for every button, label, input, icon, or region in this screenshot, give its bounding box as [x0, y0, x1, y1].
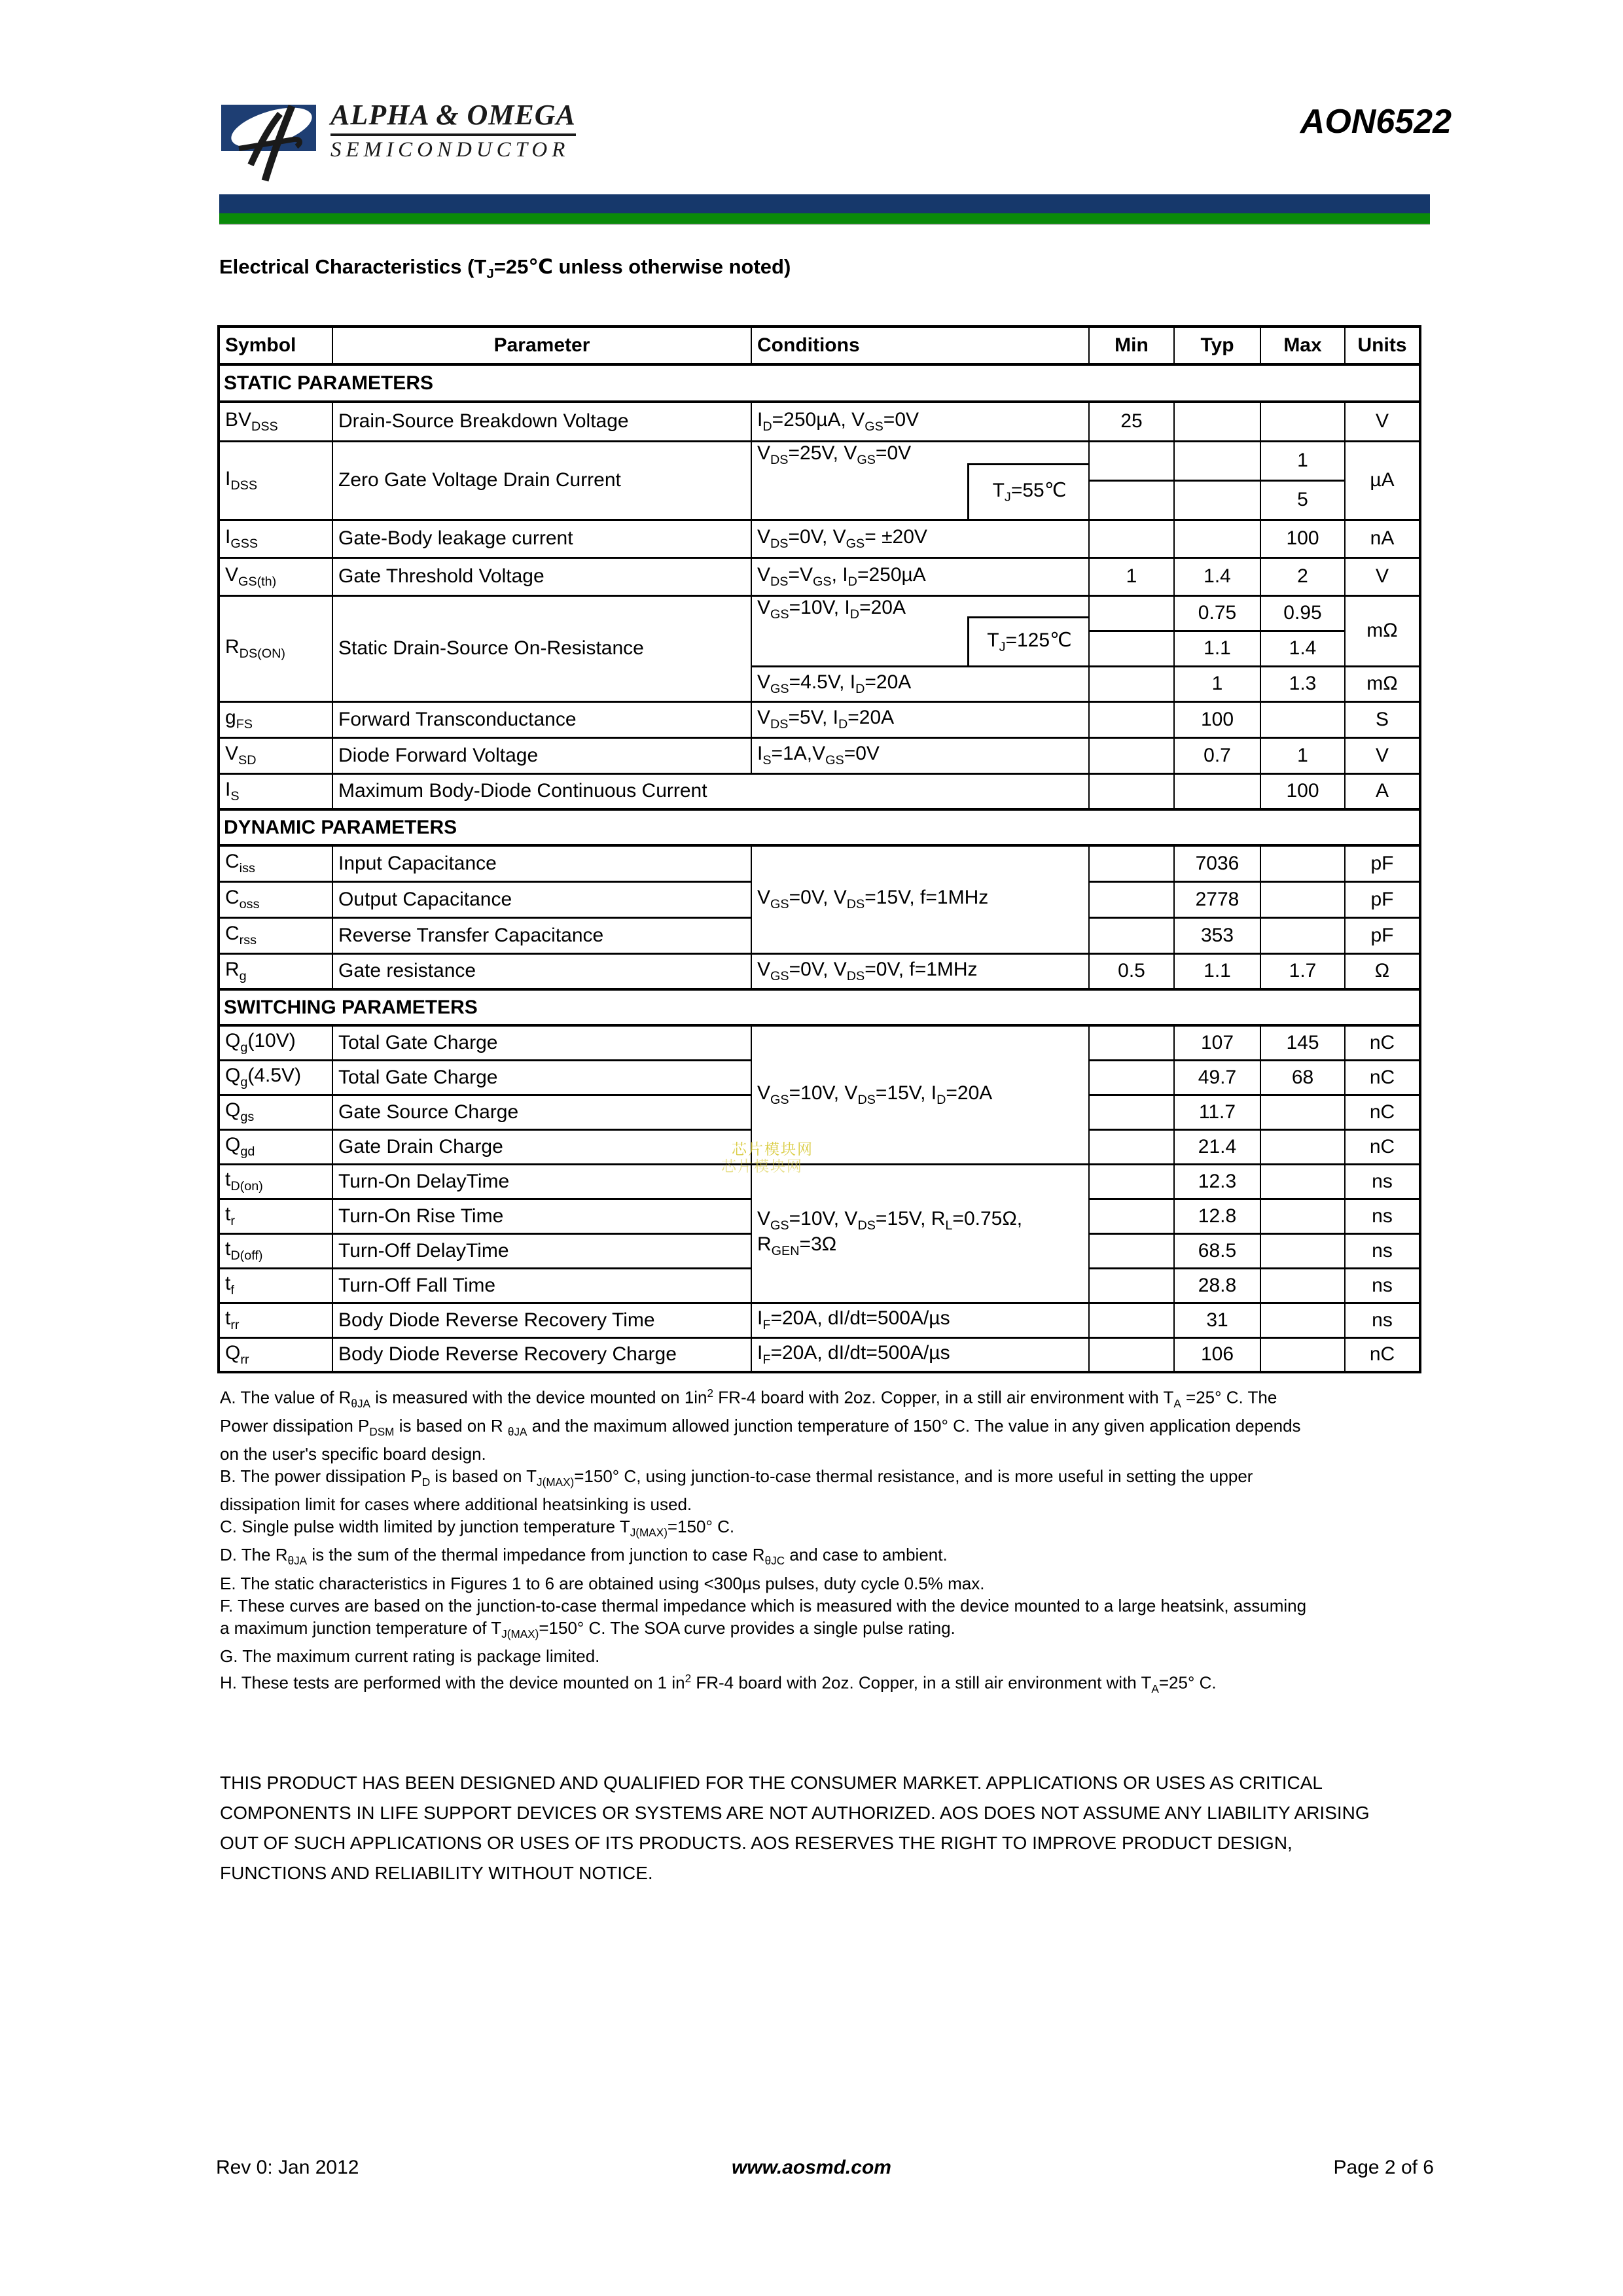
footnotes-block [220, 1382, 1421, 1700]
table-row [219, 1164, 1420, 1199]
typ-cell [1174, 773, 1260, 809]
conditions-cell: $I_D=250\mu A$, $V_{GS}=0V$ [751, 402, 1089, 441]
typ-cell: 21.4 [1174, 1129, 1260, 1164]
table-row [219, 557, 1420, 595]
section-switching [219, 989, 1420, 1025]
symbol-cell: $V_{SD}$ [219, 737, 332, 773]
conditions-cell: $V_{DS}=V_{GS}$, $I_D=250\mu A$ [751, 557, 1089, 595]
min-cell [1089, 1164, 1174, 1199]
symbol-cell: $Q_g(4.5V)$ [219, 1060, 332, 1095]
footnote-h: H. These tests are performed with the device mounted on 1 $in^2$ FR-4 board with 2oz. Copper, in a still air environment with $T_A=25^\circ$ C. [220, 1671, 1217, 1695]
max-cell [1260, 1199, 1345, 1233]
symbol-cell: $R_{DS(ON)}$ [219, 595, 332, 701]
max-cell: 2 [1260, 557, 1345, 595]
units-cell: nC [1345, 1025, 1420, 1060]
table-row [219, 595, 1420, 631]
parameter-cell: Drain-Source Breakdown Voltage [332, 402, 751, 441]
parameter-cell: Forward Transconductance [332, 701, 751, 737]
symbol-cell: $t_{D(on)}$ [219, 1164, 332, 1199]
min-cell [1089, 845, 1174, 881]
typ-cell: 1.1 [1174, 953, 1260, 989]
parameter-cell: Turn-Off DelayTime [332, 1233, 751, 1268]
min-cell [1089, 520, 1174, 557]
min-cell [1089, 631, 1174, 666]
symbol-cell: $C_{iss}$ [219, 845, 332, 881]
typ-cell [1174, 520, 1260, 557]
footnote-e: E. The static characteristics in Figures 1 to 6 are obtained using <300µs pulses, duty cycle 0.5% max. [220, 1573, 985, 1593]
min-cell [1089, 1268, 1174, 1303]
conditions-cell: $V_{GS}=4.5V$, $I_D=20A$ [751, 666, 1089, 701]
parameter-cell: Body Diode Reverse Recovery Time [332, 1303, 751, 1337]
table-row [219, 773, 1420, 809]
parameter-cell: Gate resistance [332, 953, 751, 989]
typ-cell: 106 [1174, 1337, 1260, 1372]
parameter-cell: Turn-On DelayTime [332, 1164, 751, 1199]
header-divider-bar [219, 194, 1430, 225]
parameter-cell: Total Gate Charge [332, 1025, 751, 1060]
section-static-label: STATIC PARAMETERS [219, 364, 1420, 402]
aos-logo-icon [218, 98, 326, 186]
divider-blue-stripe [219, 194, 1430, 213]
col-header-typ: Typ [1174, 327, 1260, 364]
min-cell [1089, 881, 1174, 917]
symbol-cell: $I_S$ [219, 773, 332, 809]
max-cell [1260, 1303, 1345, 1337]
parameter-cell: Input Capacitance [332, 845, 751, 881]
symbol-cell: $V_{GS(th)}$ [219, 557, 332, 595]
nested-condition-box [967, 616, 1089, 665]
max-cell [1260, 1095, 1345, 1129]
max-cell [1260, 845, 1345, 881]
units-cell: nC [1345, 1095, 1420, 1129]
max-cell: 0.95 [1260, 595, 1345, 631]
typ-cell: 12.3 [1174, 1164, 1260, 1199]
typ-cell: 0.7 [1174, 737, 1260, 773]
brand-name: ALPHA & OMEGA [330, 98, 576, 136]
units-cell: mΩ [1345, 595, 1420, 666]
typ-cell: 28.8 [1174, 1268, 1260, 1303]
parameter-cell: Zero Gate Voltage Drain Current [332, 441, 751, 520]
max-cell: 1.7 [1260, 953, 1345, 989]
symbol-cell: $Q_{gs}$ [219, 1095, 332, 1129]
parameter-cell: Body Diode Reverse Recovery Charge [332, 1337, 751, 1372]
col-header-symbol: Symbol [219, 327, 332, 364]
page-title: Electrical Characteristics ($T_J=25℃$ unless otherwise noted) [219, 255, 791, 282]
typ-cell: 11.7 [1174, 1095, 1260, 1129]
parameter-cell: Diode Forward Voltage [332, 737, 751, 773]
table-row [219, 1303, 1420, 1337]
conditions-cell: $I_F=20A$, dI/dt=500A/µs [751, 1337, 1089, 1372]
min-cell [1089, 666, 1174, 701]
parameter-cell: Output Capacitance [332, 881, 751, 917]
max-cell: 68 [1260, 1060, 1345, 1095]
units-cell: ns [1345, 1164, 1420, 1199]
electrical-characteristics-table [217, 325, 1421, 1373]
max-cell [1260, 1268, 1345, 1303]
watermark-text: 芯片模块网 [721, 1157, 803, 1174]
units-cell: ns [1345, 1233, 1420, 1268]
footnote-g: G. The maximum current rating is package limited. [220, 1646, 600, 1666]
conditions-cell: $V_{GS}=0V$, $V_{DS}=0V$, f=1MHz [751, 953, 1089, 989]
symbol-cell: $I_{DSS}$ [219, 441, 332, 520]
parameter-cell: Gate Source Charge [332, 1095, 751, 1129]
units-cell: A [1345, 773, 1420, 809]
max-cell [1260, 1164, 1345, 1199]
units-cell: pF [1345, 881, 1420, 917]
symbol-cell: $t_{D(off)}$ [219, 1233, 332, 1268]
min-cell [1089, 1303, 1174, 1337]
divider-green-stripe [219, 213, 1430, 225]
symbol-cell: $t_r$ [219, 1199, 332, 1233]
parameter-cell: Static Drain-Source On-Resistance [332, 595, 751, 701]
parameter-cell: Gate Drain Charge [332, 1129, 751, 1164]
table-row [219, 402, 1420, 441]
footnote-d: D. The $R_{\theta JA}$ is the sum of the thermal impedance from junction to case $R_{\theta JC}$ and case to ambient. [220, 1545, 948, 1568]
min-cell [1089, 737, 1174, 773]
max-cell [1260, 881, 1345, 917]
page-footer [0, 2157, 1623, 2183]
units-cell: S [1345, 701, 1420, 737]
units-cell: pF [1345, 845, 1420, 881]
symbol-cell: $Q_g(10V)$ [219, 1025, 332, 1060]
conditions-cell [751, 441, 1089, 520]
max-cell [1260, 1129, 1345, 1164]
table-row [219, 845, 1420, 881]
col-header-min: Min [1089, 327, 1174, 364]
section-dynamic [219, 809, 1420, 845]
table-row [219, 953, 1420, 989]
min-cell [1089, 480, 1174, 520]
table-row [219, 520, 1420, 557]
min-cell [1089, 917, 1174, 953]
part-number: AON6522 [1300, 103, 1452, 141]
conditions-cell [751, 595, 1089, 666]
max-cell [1260, 917, 1345, 953]
max-cell: 145 [1260, 1025, 1345, 1060]
brand-block [330, 98, 576, 162]
typ-cell: 0.75 [1174, 595, 1260, 631]
typ-cell: 1.4 [1174, 557, 1260, 595]
min-cell: 1 [1089, 557, 1174, 595]
table-row [219, 441, 1420, 480]
symbol-cell: $BV_{DSS}$ [219, 402, 332, 441]
max-cell: 1.4 [1260, 631, 1345, 666]
conditions-cell: $V_{DS}=0V$, $V_{GS}= \pm 20V$ [751, 520, 1089, 557]
symbol-cell: $R_g$ [219, 953, 332, 989]
typ-cell: 49.7 [1174, 1060, 1260, 1095]
typ-cell [1174, 402, 1260, 441]
footnote-c: C. Single pulse width limited by junction temperature $T_{J(MAX)}=150^\circ$ C. [220, 1517, 735, 1540]
typ-cell: 353 [1174, 917, 1260, 953]
min-cell [1089, 1337, 1174, 1372]
units-cell: V [1345, 402, 1420, 441]
typ-cell: 31 [1174, 1303, 1260, 1337]
footer-website: www.aosmd.com [732, 2157, 891, 2178]
footer-revision: Rev 0: Jan 2012 [216, 2157, 359, 2178]
parameter-cell: Total Gate Charge [332, 1060, 751, 1095]
max-cell [1260, 402, 1345, 441]
units-cell: pF [1345, 917, 1420, 953]
symbol-cell: $C_{rss}$ [219, 917, 332, 953]
watermark-text: 芯片模块网 [732, 1140, 813, 1157]
footnote-a: A. The value of $R_{\theta JA}$ is measured with the device mounted on $1in^2$ FR-4 board with 2oz. Copper, in a still air environment with $T_A =25^\circ$ C. The Power dissipation $P_{DSM}$ is based on R $_{\theta JA}$ and the maximum allowed junction temperature of 150° C. The value in any given application depends on the user's specific board design. [220, 1386, 1301, 1464]
footnote-b: B. The power dissipation $P_D$ is based on $T_{J(MAX)}=150^\circ$ C, using junction-to-case thermal resistance, and is more useful in setting the upper dissipation limit for cases where additional heatsinking is used. [220, 1466, 1253, 1515]
max-cell: 100 [1260, 520, 1345, 557]
min-cell [1089, 1233, 1174, 1268]
max-cell: 100 [1260, 773, 1345, 809]
max-cell: 1 [1260, 737, 1345, 773]
typ-cell [1174, 480, 1260, 520]
max-cell [1260, 1233, 1345, 1268]
typ-cell: 1.1 [1174, 631, 1260, 666]
symbol-cell: $t_{rr}$ [219, 1303, 332, 1337]
units-cell: ns [1345, 1268, 1420, 1303]
section-switching-label: SWITCHING PARAMETERS [219, 989, 1420, 1025]
typ-cell [1174, 441, 1260, 480]
table-header-row [219, 327, 1420, 364]
max-cell [1260, 701, 1345, 737]
section-static [219, 364, 1420, 402]
parameter-cell: Gate-Body leakage current [332, 520, 751, 557]
typ-cell: 2778 [1174, 881, 1260, 917]
disclaimer-text: THIS PRODUCT HAS BEEN DESIGNED AND QUALIFIED FOR THE CONSUMER MARKET. APPLICATIONS OR USES AS CRITICAL COMPONENTS IN LIFE SUPPORT DEVICES OR SYSTEMS ARE NOT AUTHORIZED. AOS DOES NOT ASSUME ANY LIABILITY ARISING OUT OF SUCH APPLICATIONS OR USES OF ITS PRODUCTS. AOS RESERVES THE RIGHT TO IMPROVE PRODUCT DESIGN, FUNCTIONS AND RELIABILITY WITHOUT NOTICE. [220, 1773, 1370, 1883]
min-cell: 0.5 [1089, 953, 1174, 989]
min-cell [1089, 595, 1174, 631]
conditions-cell: $I_S=1A,V_{GS}=0V$ [751, 737, 1089, 773]
min-cell [1089, 701, 1174, 737]
typ-cell: 68.5 [1174, 1233, 1260, 1268]
symbol-cell: $t_f$ [219, 1268, 332, 1303]
conditions-text: $V_{DS}=25V$, $V_{GS}=0V$ [757, 442, 912, 467]
units-cell: µA [1345, 441, 1420, 520]
parameter-cell: Maximum Body-Diode Continuous Current [332, 773, 1089, 809]
units-cell: V [1345, 737, 1420, 773]
symbol-cell: $Q_{gd}$ [219, 1129, 332, 1164]
conditions-cell: $V_{GS}=10V$, $V_{DS}=15V$, $I_D=20A$ [751, 1025, 1089, 1164]
col-header-parameter: Parameter [332, 327, 751, 364]
col-header-max: Max [1260, 327, 1345, 364]
symbol-cell: $I_{GSS}$ [219, 520, 332, 557]
brand-subname: SEMICONDUCTOR [330, 138, 570, 162]
units-cell: ns [1345, 1199, 1420, 1233]
units-cell: Ω [1345, 953, 1420, 989]
footer-page-number: Page 2 of 6 [1333, 2157, 1434, 2178]
min-cell [1089, 1129, 1174, 1164]
min-cell [1089, 441, 1174, 480]
units-cell: nC [1345, 1337, 1420, 1372]
min-cell [1089, 1095, 1174, 1129]
nested-condition-text: $T_J=55℃$ [992, 479, 1067, 504]
units-cell: mΩ [1345, 666, 1420, 701]
nested-condition-text: $T_J=125℃$ [987, 629, 1072, 654]
typ-cell: 7036 [1174, 845, 1260, 881]
conditions-text: $V_{GS}=10V$, $I_D=20A$ [757, 596, 906, 622]
max-cell: 1 [1260, 441, 1345, 480]
units-cell: nC [1345, 1060, 1420, 1095]
max-cell [1260, 1337, 1345, 1372]
symbol-cell: $C_{oss}$ [219, 881, 332, 917]
col-header-conditions: Conditions [751, 327, 1089, 364]
col-header-units: Units [1345, 327, 1420, 364]
min-cell [1089, 1025, 1174, 1060]
max-cell: 1.3 [1260, 666, 1345, 701]
min-cell [1089, 1060, 1174, 1095]
min-cell [1089, 1199, 1174, 1233]
conditions-cell: $V_{DS}=5V$, $I_D=20A$ [751, 701, 1089, 737]
parameter-cell: Reverse Transfer Capacitance [332, 917, 751, 953]
units-cell: V [1345, 557, 1420, 595]
units-cell: nC [1345, 1129, 1420, 1164]
conditions-cell: $V_{GS}=10V$, $V_{DS}=15V$, $R_L=0.75\Omega$, $R_{GEN}=3\Omega$ [751, 1164, 1089, 1303]
table-row [219, 737, 1420, 773]
table-row [219, 1337, 1420, 1372]
table-row [219, 1025, 1420, 1060]
nested-condition-box [967, 463, 1089, 519]
max-cell: 5 [1260, 480, 1345, 520]
parameter-cell: Turn-Off Fall Time [332, 1268, 751, 1303]
table-row [219, 701, 1420, 737]
parameter-cell: Gate Threshold Voltage [332, 557, 751, 595]
min-cell [1089, 773, 1174, 809]
symbol-cell: $Q_{rr}$ [219, 1337, 332, 1372]
typ-cell: 107 [1174, 1025, 1260, 1060]
units-cell: nA [1345, 520, 1420, 557]
units-cell: ns [1345, 1303, 1420, 1337]
section-dynamic-label: DYNAMIC PARAMETERS [219, 809, 1420, 845]
typ-cell: 1 [1174, 666, 1260, 701]
typ-cell: 12.8 [1174, 1199, 1260, 1233]
conditions-cell: $V_{GS}=0V$, $V_{DS}=15V$, f=1MHz [751, 845, 1089, 953]
conditions-cell: $I_F=20A$, dI/dt=500A/µs [751, 1303, 1089, 1337]
parameter-cell: Turn-On Rise Time [332, 1199, 751, 1233]
symbol-cell: $g_{FS}$ [219, 701, 332, 737]
min-cell: 25 [1089, 402, 1174, 441]
footnote-f: F. These curves are based on the junction-to-case thermal impedance which is measured with the device mounted to a large heatsink, assuming a maximum junction temperature of $T_{J(MAX)}=150^\circ$ C. The SOA curve provides a single pulse rating. [220, 1595, 1307, 1640]
typ-cell: 100 [1174, 701, 1260, 737]
